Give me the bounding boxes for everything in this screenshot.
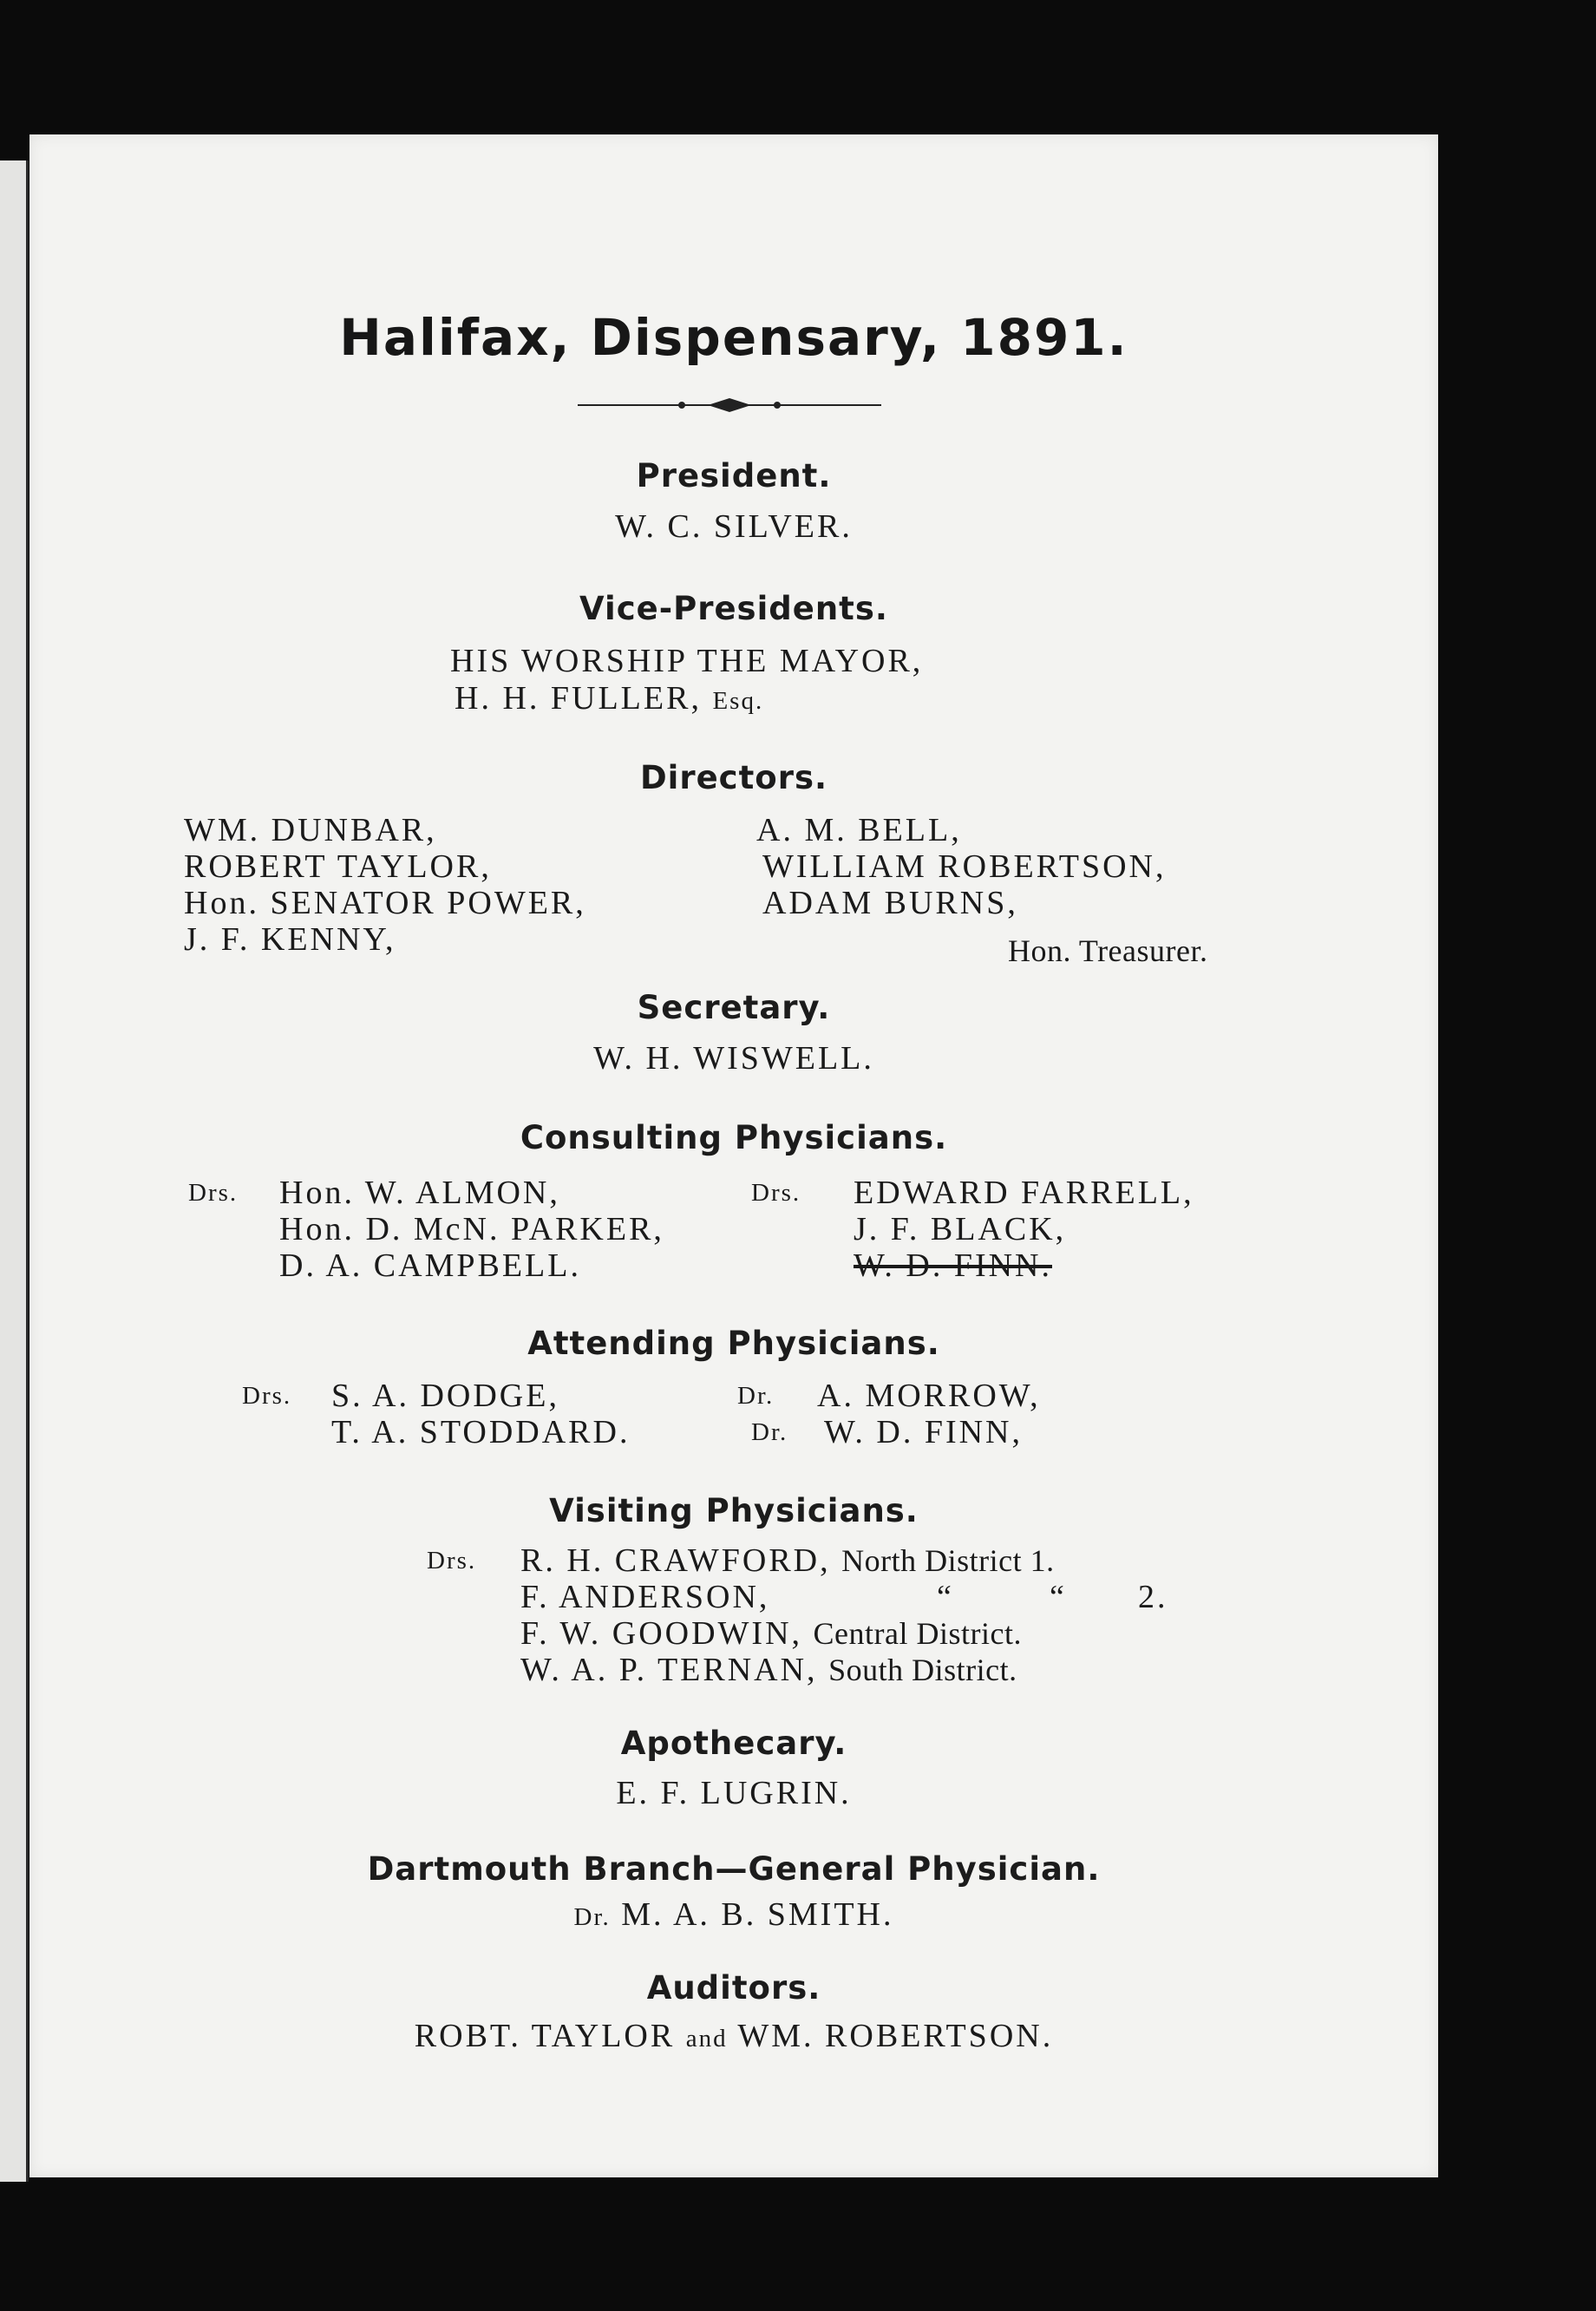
title-ornament-divider [578, 395, 881, 416]
vice-president-2-name: H. H. FULLER, [455, 680, 702, 717]
attending-left-prefix: Drs. [242, 1382, 292, 1410]
consulting-left-prefix: Drs. [188, 1179, 239, 1207]
director-left-2: ROBERT TAYLOR, [184, 848, 492, 885]
visiting-row-2-name: F. ANDERSON, [520, 1579, 770, 1615]
dartmouth-prefix: Dr. [573, 1903, 611, 1931]
director-left-4: J. F. KENNY, [184, 921, 396, 958]
secretary-heading: Secretary. [637, 989, 831, 1026]
auditor-2: WM. ROBERTSON. [737, 2018, 1054, 2054]
visiting-row-1-district: North District 1. [841, 1543, 1055, 1578]
attending-right-2-prefix: Dr. [751, 1418, 788, 1446]
visiting-row-4-name: W. A. P. TERNAN, [520, 1652, 818, 1688]
attending-heading: Attending Physicians. [527, 1325, 940, 1362]
vice-president-2-suffix: Esq. [712, 687, 764, 715]
visiting-row-2-ditto-1: “ [937, 1579, 954, 1615]
dartmouth-physician [29, 1895, 1438, 1934]
director-right-2: WILLIAM ROBERTSON, [762, 848, 1167, 885]
page-title: Halifax, Dispensary, 1891. [339, 308, 1128, 367]
vice-president-2 [455, 679, 763, 717]
dartmouth-name: M. A. B. SMITH. [621, 1896, 894, 1933]
consulting-right-1: EDWARD FARRELL, [854, 1175, 1194, 1211]
consulting-left-3: D. A. CAMPBELL. [279, 1247, 581, 1284]
president-name: W. C. SILVER. [615, 508, 853, 545]
visiting-row-1-name: R. H. CRAWFORD, [520, 1542, 831, 1579]
visiting-row-4-district: South District. [828, 1653, 1017, 1687]
auditors-heading: Auditors. [646, 1969, 821, 2007]
attending-left-1: S. A. DODGE, [331, 1378, 559, 1414]
consulting-right-2: J. F. BLACK, [854, 1211, 1067, 1247]
visiting-row-3-name: F. W. GOODWIN, [520, 1615, 803, 1652]
visiting-row-3-district: Central District. [813, 1616, 1022, 1651]
auditor-1: ROBT. TAYLOR [414, 2018, 676, 2054]
president-heading: President. [636, 457, 832, 494]
director-left-3: Hon. SENATOR POWER, [184, 885, 586, 921]
apothecary-name: E. F. LUGRIN. [616, 1775, 852, 1811]
vice-president-1: HIS WORSHIP THE MAYOR, [450, 643, 924, 679]
dartmouth-heading: Dartmouth Branch—General Physician. [367, 1850, 1101, 1888]
secretary-name: W. H. WISWELL. [593, 1040, 874, 1077]
apothecary-heading: Apothecary. [620, 1725, 847, 1762]
visiting-row-2-ditto-2: “ [1050, 1579, 1067, 1615]
auditors-names [29, 2017, 1438, 2055]
facing-page-edge [0, 160, 29, 2182]
attending-right-2: W. D. FINN, [824, 1414, 1023, 1450]
attending-right-1: A. MORROW, [817, 1378, 1041, 1414]
document-page [29, 134, 1438, 2177]
consulting-left-2: Hon. D. McN. PARKER, [279, 1211, 664, 1247]
director-right-3: ADAM BURNS, [762, 885, 1018, 921]
directors-heading: Directors. [639, 759, 828, 796]
visiting-row-3 [520, 1614, 1022, 1653]
consulting-left-1: Hon. W. ALMON, [279, 1175, 560, 1211]
consulting-heading: Consulting Physicians. [520, 1119, 948, 1156]
treasurer-note: Hon. Treasurer. [1008, 933, 1208, 968]
director-left-1: WM. DUNBAR, [184, 812, 437, 848]
director-right-1: A. M. BELL, [756, 812, 962, 848]
visiting-row-1 [520, 1542, 1055, 1580]
visiting-prefix: Drs. [427, 1547, 477, 1574]
visiting-row-4 [520, 1651, 1017, 1689]
attending-right-1-prefix: Dr. [737, 1382, 775, 1410]
visiting-row-2-number: 2. [1138, 1579, 1168, 1615]
auditors-connector: and [685, 2025, 728, 2052]
attending-left-2: T. A. STODDARD. [331, 1414, 631, 1450]
consulting-right-3-struck: W. D. FINN. [854, 1247, 1052, 1284]
vice-presidents-heading: Vice-Presidents. [579, 590, 888, 627]
visiting-heading: Visiting Physicians. [549, 1492, 919, 1529]
consulting-right-prefix: Drs. [751, 1179, 801, 1207]
